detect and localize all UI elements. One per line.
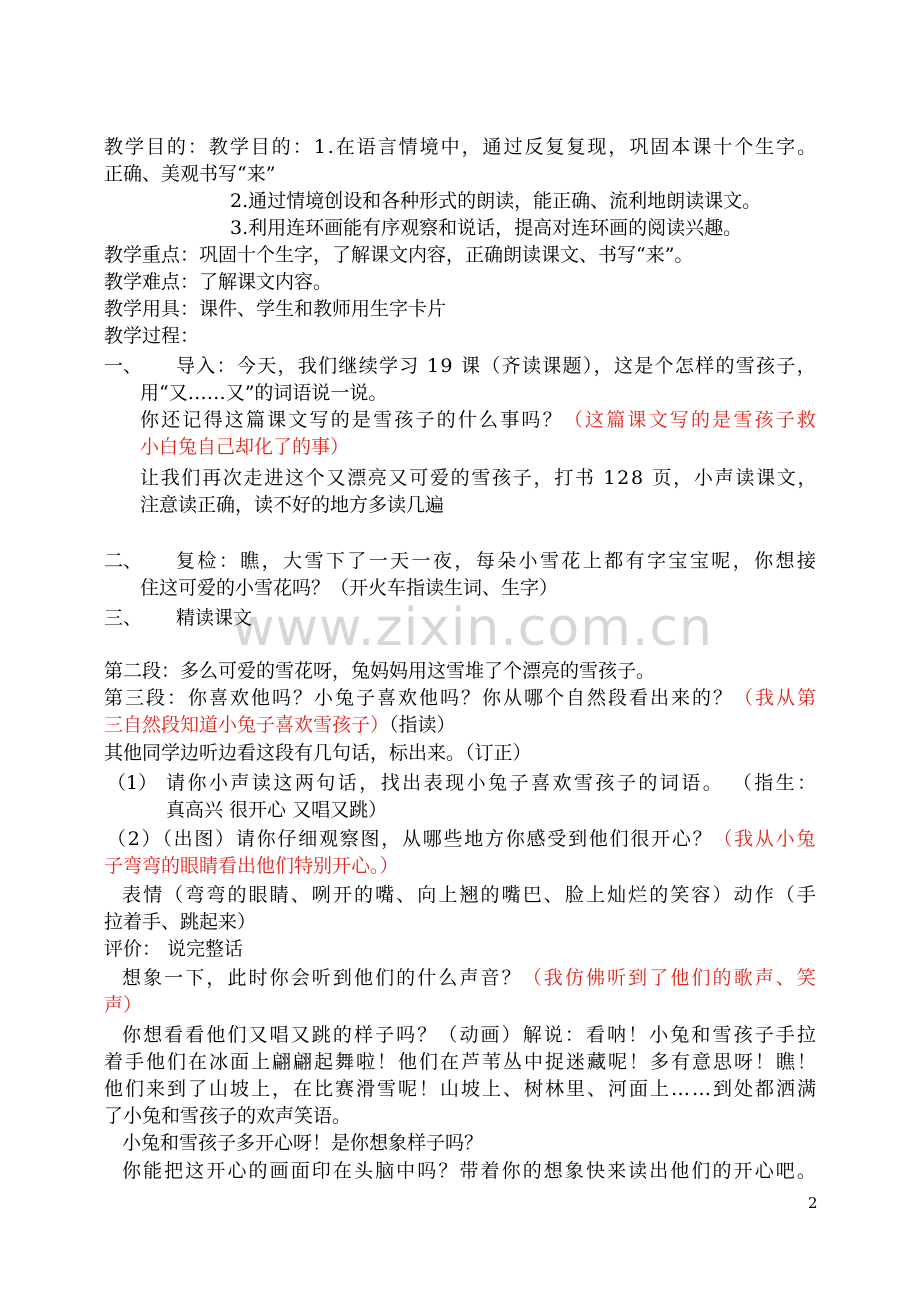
line-text: 教学重点：巩固十个生字，了解课文内容，正确朗读课文、书写“来”。 [104,244,694,266]
line-text: 注意读正确，读不好的地方多读几遍 [140,494,445,516]
answer-text: （这篇课文写的是雪孩子救 [563,409,819,431]
text-line [104,936,243,962]
line-text: 其他同学边听边看这段有几句话，标出来。（订正） [104,742,532,764]
answer-text: （我仿佛听到了他们的歌声、笑 [522,967,818,989]
line-text: 正确、美观书写“来” [104,163,276,185]
text-line [104,853,399,879]
line-text: 请你小声读这两句话，找出表现小兔子喜欢雪孩子的词语。 （指生： [166,772,819,794]
text-line [104,909,256,935]
line-text: 第三段：你喜欢他吗？小兔子喜欢他吗？你从哪个自然段看出来的？ [104,687,735,709]
line-text: 一、 [104,355,143,377]
line-text: 教学目的：教学目的：1.在语言情境中，通过反复复现，巩固本课十个生字。 [104,136,819,158]
page-number: 2 [808,1194,818,1212]
line-text: 着手他们在冰面上翩翩起舞啦！他们在芦苇丛中捉迷藏呢！多有意思呀！瞧！ [104,1051,819,1073]
line-text: 评价： 说完整话 [104,938,244,960]
line-text: 用“又……又”的词语说一说。 [140,382,388,404]
line-text: 小兔和雪孩子多开心呀！是你想象样子吗？ [122,1132,484,1154]
line-text: 想象一下，此时你会听到他们的什么声音？ [122,967,523,989]
text-line [104,685,818,711]
line-text: 3.利用连环画能有序观察和说话，提高对连环画的阅读兴趣。 [230,217,743,239]
text-line [176,605,252,631]
text-line [122,1130,483,1156]
text-line [176,548,818,574]
text-line [104,1076,818,1102]
answer-text: 子弯弯的眼睛看出他们特别开心。） [104,855,399,877]
text-line [104,658,655,684]
text-line [104,605,142,631]
line-text: 你想看看他们又唱又跳的样子吗？（动画）解说：看呐！小兔和雪孩子手拉 [122,1024,818,1046]
answer-text: （我从小兔 [713,828,818,850]
text-line [104,353,142,379]
line-text: 住这可爱的小雪花吗？（开火车指读生词、生字） [140,577,559,599]
line-text: 你还记得这篇课文写的是雪孩子的什么事吗？ [140,409,564,431]
text-line [122,965,818,991]
text-line [140,465,818,491]
answer-text: （我从第 [734,687,819,709]
text-line [230,188,761,214]
text-line [176,353,817,379]
text-line [140,407,818,433]
text-line [104,1103,351,1129]
line-text: 第二段：多么可爱的雪花呀，兔妈妈用这雪堆了个漂亮的雪孩子。 [104,660,656,682]
text-line [140,380,387,406]
answer-text: 小白兔自己却化了的事） [140,436,350,458]
text-line [122,1158,818,1184]
line-text: 三、 [104,607,143,629]
line-text: （1） [107,772,158,794]
line-text: 拉着手、跳起来） [104,911,257,933]
text-line [166,797,387,823]
line-text: 二、 [104,550,143,572]
text-line [140,575,558,601]
text-line [122,882,818,908]
line-text: 了小兔和雪孩子的欢声笑语。 [104,1105,352,1127]
answer-text: 声） [104,994,143,1016]
text-line [122,1022,818,1048]
text-line [104,134,818,160]
text-line [104,296,446,322]
text-line [104,161,275,187]
line-text: 导入：今天，我们继续学习 19 课（齐读课题），这是个怎样的雪孩子， [176,355,817,377]
line-text: 教学用具：课件、学生和教师用生字卡片 [104,298,447,320]
text-line [107,826,817,852]
text-line [166,770,819,796]
line-text: 让我们再次走进这个又漂亮又可爱的雪孩子，打书 128 页，小声读课文， [140,467,819,489]
text-line [140,434,349,460]
text-line [104,1049,818,1075]
line-text: （2）（出图）请你仔细观察图，从哪些地方你感受到他们很开心？ [107,828,714,850]
line-text: 教学难点：了解课文内容。 [104,271,333,293]
text-line [104,992,142,1018]
line-text: 2.通过情境创设和各种形式的朗读，能正确、流利地朗读课文。 [230,190,762,212]
text-line [104,740,532,766]
text-line [107,770,157,796]
line-text: 你能把这开心的画面印在头脑中吗？带着你的想象快来读出他们的开心吧。 [122,1160,818,1182]
text-line [104,548,142,574]
line-text: 精读课文 [176,607,253,629]
text-line [104,712,456,738]
text-line [140,492,444,518]
watermark: www.zixin.com.cn [232,598,713,658]
answer-text: 三自然段知道小兔子喜欢雪孩子） [104,714,390,736]
line-text: 表情（弯弯的眼睛、咧开的嘴、向上翘的嘴巴、脸上灿烂的笑容）动作（手 [122,884,818,906]
text-line [104,323,199,349]
line-text: （指读） [389,714,456,736]
text-line [104,242,693,268]
text-line [104,269,332,295]
line-text: 教学过程： [104,325,200,347]
line-text: 真高兴 很开心 又唱又跳） [166,799,388,821]
line-text: 复检：瞧，大雪下了一天一夜，每朵小雪花上都有字宝宝呢，你想接 [176,550,819,572]
line-text: 他们来到了山坡上，在比赛滑雪呢！山坡上、树林里、河面上……到处都洒满 [104,1078,819,1100]
text-line [230,215,742,241]
